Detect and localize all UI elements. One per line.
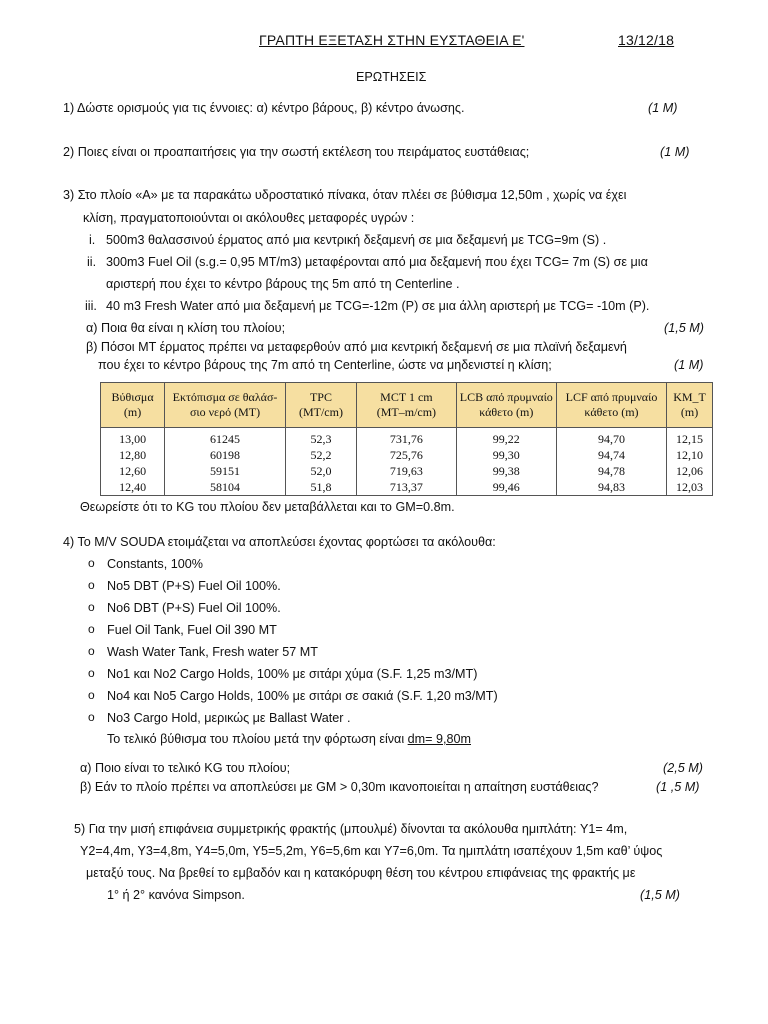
table-cell: 725,76: [357, 447, 457, 463]
table-cell: 59151: [165, 463, 286, 479]
table-cell: 52,3: [285, 428, 356, 448]
q4-list-item: Wash Water Tank, Fresh water 57 MT: [107, 645, 318, 659]
table-cell: 94,83: [556, 479, 666, 496]
section-heading: ΕΡΩΤΗΣΕΙΣ: [356, 70, 427, 84]
question-1-text: 1) Δώστε ορισμούς για τις έννοιες: α) κέντρο βάρους, β) κέντρο άνωσης.: [63, 101, 465, 115]
q4-final-draft-value: dm= 9,80m: [407, 732, 471, 746]
bullet-marker: o: [88, 556, 95, 570]
bullet-marker: o: [88, 644, 95, 658]
table-cell: 731,76: [357, 428, 457, 448]
table-row: [101, 463, 713, 479]
table-cell: 12,80: [101, 447, 165, 463]
table-cell: 13,00: [101, 428, 165, 448]
q4-list-item: No1 και No2 Cargo Holds, 100% με σιτάρι χύμα (S.F. 1,25 m3/MT): [107, 667, 478, 681]
q4-subquestion-b: β) Εάν το πλοίο πρέπει να αποπλεύσει με GM > 0,30m ικανοποιείται η απαίτηση ευστάθειας?: [80, 780, 599, 794]
table-cell: 99,46: [456, 479, 556, 496]
q3-item-ii-text-2: αριστερή που έχει το κέντρο βάρους της 5m από τη Centerline .: [106, 277, 460, 291]
table-cell: 12,10: [667, 447, 713, 463]
table-cell: 58104: [165, 479, 286, 496]
hydrostatic-table: [100, 382, 713, 496]
table-cell: 94,74: [556, 447, 666, 463]
q3-item-iii-number: iii.: [85, 299, 97, 313]
bullet-marker: o: [88, 578, 95, 592]
q3-item-iii-text: 40 m3 Fresh Water από μια δεξαμενή με TCG=-12m (P) σε μια άλλη αριστερή με TCG= -10m (P).: [106, 299, 650, 313]
q4-list-item: No6 DBT (P+S) Fuel Oil 100%.: [107, 601, 281, 615]
q4-list-item: Constants, 100%: [107, 557, 203, 571]
table-cell: 61245: [165, 428, 286, 448]
q4-list-item: No5 DBT (P+S) Fuel Oil 100%.: [107, 579, 281, 593]
question-4-intro: 4) Το M/V SOUDA ετοιμάζεται να αποπλεύσει έχοντας φορτώσει τα ακόλουθα:: [63, 535, 496, 549]
q3-item-i-text: 500m3 θαλασσινού έρματος από μια κεντρική δεξαμενή σε μια δεξαμενή με TCG=9m (S) .: [106, 233, 607, 247]
q3-subquestion-b-mark: (1 Μ): [674, 358, 704, 372]
table-row: [101, 479, 713, 496]
col-header-draft: Βύθισμα (m): [101, 383, 165, 428]
col-header-lcb: LCB από πρυμναίο κάθετο (m): [456, 383, 556, 428]
q4-list-item: Fuel Oil Tank, Fuel Oil 390 MT: [107, 623, 277, 637]
q3-item-ii-number: ii.: [87, 255, 97, 269]
table-row: [101, 428, 713, 448]
col-header-displacement: Εκτόπισμα σε θαλάσ- σιο νερό (ΜΤ): [165, 383, 286, 428]
q3-subquestion-a: α) Ποια θα είναι η κλίση του πλοίου;: [86, 321, 286, 335]
table-cell: 713,37: [357, 479, 457, 496]
q4-list-item: No3 Cargo Hold, μερικώς με Ballast Water .: [107, 711, 351, 725]
question-5-line-4: 1° ή 2° κανόνα Simpson.: [107, 888, 245, 902]
table-cell: 12,06: [667, 463, 713, 479]
q3-subquestion-a-mark: (1,5 M): [664, 321, 704, 335]
q4-final-draft-text: Το τελικό βύθισμα του πλοίου μετά την φόρτωση είναι: [107, 732, 408, 746]
q4-list-item: No4 και No5 Cargo Holds, 100% με σιτάρι σε σακιά (S.F. 1,20 m3/MT): [107, 689, 498, 703]
question-5-mark: (1,5 Μ): [640, 888, 680, 902]
col-header-tpc: TPC (MT/cm): [285, 383, 356, 428]
question-5-line-2: Y2=4,4m, Y3=4,8m, Y4=5,0m, Y5=5,2m, Y6=5,6m και Y7=6,0m. Τα ημιπλάτη ισαπέχουν 1,5m καθ’ ύψος: [80, 844, 663, 858]
table-cell: 12,03: [667, 479, 713, 496]
q4-subquestion-b-mark: (1 ,5 Μ): [656, 780, 700, 794]
table-row: [101, 447, 713, 463]
table-cell: 51,8: [285, 479, 356, 496]
q3-note: Θεωρείστε ότι το KG του πλοίου δεν μεταβάλλεται και το GM=0.8m.: [80, 500, 455, 514]
q4-final-draft: [107, 730, 471, 748]
q3-item-i-number: i.: [89, 233, 96, 247]
q4-subquestion-a-mark: (2,5 Μ): [663, 761, 703, 775]
exam-title: ΓΡΑΠΤΗ ΕΞΕΤΑΣΗ ΣΤΗΝ ΕΥΣΤΑΘΕΙΑ Ε': [259, 32, 525, 48]
col-header-lcf: LCF από πρυμναίο κάθετο (m): [556, 383, 666, 428]
bullet-marker: o: [88, 688, 95, 702]
table-cell: 12,60: [101, 463, 165, 479]
table-cell: 94,70: [556, 428, 666, 448]
question-2-mark: (1 Μ): [660, 145, 690, 159]
q3-item-ii-text-1: 300m3 Fuel Oil (s.g.= 0,95 MT/m3) μεταφέρονται από μια δεξαμενή που έχει TCG= 7m (S) σε μια: [106, 255, 648, 269]
table-cell: 60198: [165, 447, 286, 463]
exam-date: 13/12/18: [618, 32, 675, 48]
q3-subquestion-b-line-1: β) Πόσοι MT έρματος πρέπει να μεταφερθούν από μια κεντρική δεξαμενή σε μια πλαϊνή δεξαμενή: [86, 340, 627, 354]
question-3-line-2: κλίση, πραγματοποιούνται οι ακόλουθες μεταφορές υγρών :: [83, 211, 415, 225]
table-cell: 99,30: [456, 447, 556, 463]
table-cell: 99,22: [456, 428, 556, 448]
table-cell: 99,38: [456, 463, 556, 479]
bullet-marker: o: [88, 622, 95, 636]
question-5-line-3: μεταξύ τους. Να βρεθεί το εμβαδόν και η κατακόρυφη θέση του κέντρου επιφάνειας της φρακτής με: [86, 866, 636, 880]
table-cell: 12,15: [667, 428, 713, 448]
hydrostatic-table-header: [101, 383, 713, 428]
q3-subquestion-b-line-2: που έχει το κέντρο βάρους της 7m από τη Centerline, ώστε να μηδενιστεί η κλίση;: [98, 358, 552, 372]
bullet-marker: o: [88, 666, 95, 680]
table-cell: 12,40: [101, 479, 165, 496]
table-cell: 719,63: [357, 463, 457, 479]
bullet-marker: o: [88, 600, 95, 614]
bullet-marker: o: [88, 710, 95, 724]
q4-subquestion-a: α) Ποιο είναι το τελικό KG του πλοίου;: [80, 761, 291, 775]
col-header-mct: MCT 1 cm (MT–m/cm): [357, 383, 457, 428]
question-1-mark: (1 Μ): [648, 101, 678, 115]
table-cell: 94,78: [556, 463, 666, 479]
col-header-kmt: KM_T (m): [667, 383, 713, 428]
question-3-line-1: 3) Στο πλοίο «Α» με τα παρακάτω υδροστατικό πίνακα, όταν πλέει σε βύθισμα 12,50m , χωρίς να έχει: [63, 188, 627, 202]
table-cell: 52,0: [285, 463, 356, 479]
question-5-line-1: 5) Για την μισή επιφάνεια συμμετρικής φρακτής (μπουλμέ) δίνονται τα ακόλουθα ημιπλάτη: Y1= 4m,: [74, 822, 628, 836]
table-cell: 52,2: [285, 447, 356, 463]
question-2-text: 2) Ποιες είναι οι προαπαιτήσεις για την σωστή εκτέλεση του πειράματος ευστάθειας;: [63, 145, 530, 159]
